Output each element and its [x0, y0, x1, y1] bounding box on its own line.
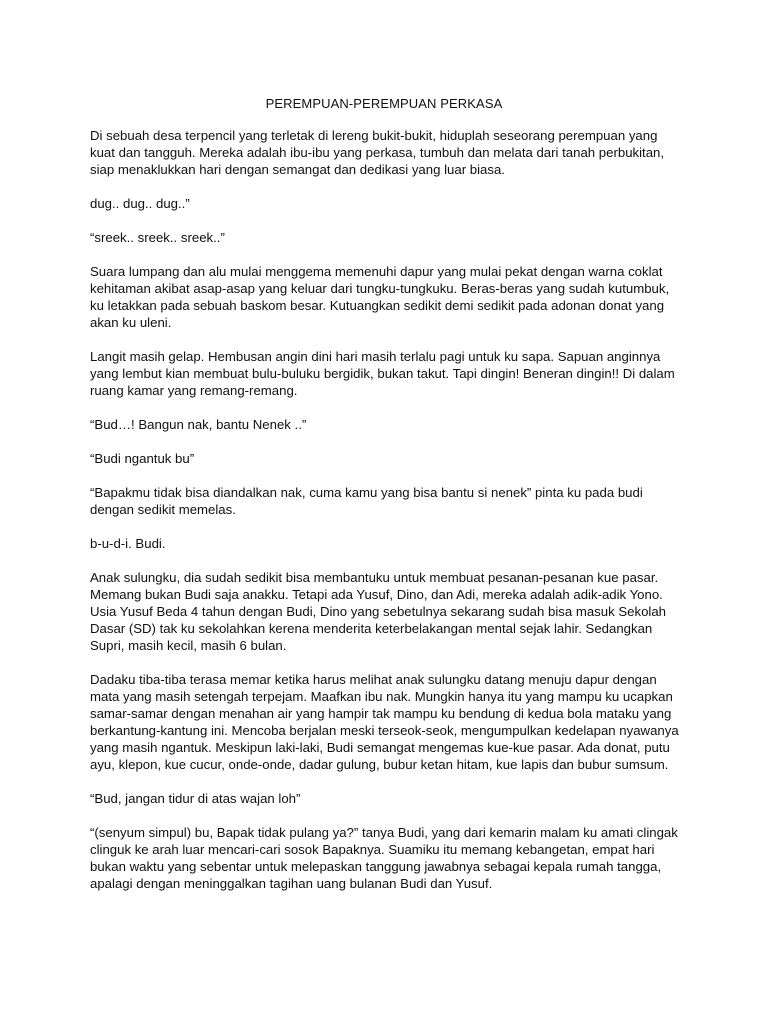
paragraph-12: “Bud, jangan tidur di atas wajan loh” — [90, 791, 301, 806]
paragraph-6: “Bud…! Bangun nak, bantu Nenek ..” — [90, 417, 307, 432]
paragraph-9: b-u-d-i. Budi. — [90, 536, 166, 551]
paragraph-7: “Budi ngantuk bu” — [90, 451, 195, 466]
document-body — [90, 127, 680, 909]
paragraph-13: “(senyum simpul) bu, Bapak tidak pulang ya?” tanya Budi, yang dari kemarin malam ku amati clingak clinguk ke arah luar mencari-cari sosok Bapaknya. Suamiku itu memang kebangetan, empat hari bukan waktu yang sebentar untuk melepaskan tanggung jawabnya sebagai kepala rumah tangga, apalagi dengan meninggalkan tagihan uang bulanan Budi dan Yusuf. — [90, 825, 678, 891]
paragraph-8: “Bapakmu tidak bisa diandalkan nak, cuma kamu yang bisa bantu si nenek” pinta ku pada budi dengan sedikit memelas. — [90, 485, 643, 517]
paragraph-3: “sreek.. sreek.. sreek..” — [90, 230, 225, 245]
paragraph-11: Dadaku tiba-tiba terasa memar ketika harus melihat anak sulungku datang menuju dapur dengan mata yang masih setengah terpejam. Maafkan ibu nak. Mungkin hanya itu yang mampu ku ucapkan samar-samar dengan menahan air yang hampir tak mampu ku bendung di kedua bola mataku yang berkantung-kantung ini. Mencoba berjalan meski terseok-seok, mengumpulkan kedelapan nyawanya yang masih ngantuk. Meskipun laki-laki, Budi semangat mengemas kue-kue pasar. Ada donat, putu ayu, klepon, kue cucur, onde-onde, dadar gulung, bubur ketan hitam, kue lapis dan bubur sumsum. — [90, 672, 679, 772]
paragraph-5: Langit masih gelap. Hembusan angin dini hari masih terlalu pagi untuk ku sapa. Sapuan anginnya yang lembut kian membuat bulu-buluku bergidik, bukan takut. Tapi dingin! Beneran dingin!! Di dalam ruang kamar yang remang-remang. — [90, 349, 675, 398]
paragraph-4: Suara lumpang dan alu mulai menggema memenuhi dapur yang mulai pekat dengan warna coklat kehitaman akibat asap-asap yang keluar dari tungku-tungkuku. Beras-beras yang sudah kutumbuk, ku letakkan pada sebuah baskom besar. Kutuangkan sedikit demi sedikit pada adonan donat yang akan ku uleni. — [90, 264, 670, 330]
paragraph-2: dug.. dug.. dug..” — [90, 196, 190, 211]
document-title: PEREMPUAN-PEREMPUAN PERKASA — [265, 96, 503, 111]
paragraph-10: Anak sulungku, dia sudah sedikit bisa membantuku untuk membuat pesanan-pesanan kue pasar. Memang bukan Budi saja anakku. Tetapi ada Yusuf, Dino, dan Adi, mereka adalah adik-adik Yono. Usia Yusuf Beda 4 tahun dengan Budi, Dino yang sebetulnya sekarang sudah bisa masuk Sekolah Dasar (SD) tak ku sekolahkan kerena menderita keterbelakangan mental sejak lahir. Sedangkan Supri, masih kecil, masih 6 bulan. — [90, 570, 667, 653]
paragraph-1: Di sebuah desa terpencil yang terletak di lereng bukit-bukit, hiduplah seseorang perempuan yang kuat dan tangguh. Mereka adalah ibu-ibu yang perkasa, tumbuh dan melata dari tanah perbukitan, siap menaklukkan hari dengan semangat dan dedikasi yang luar biasa. — [90, 128, 665, 177]
